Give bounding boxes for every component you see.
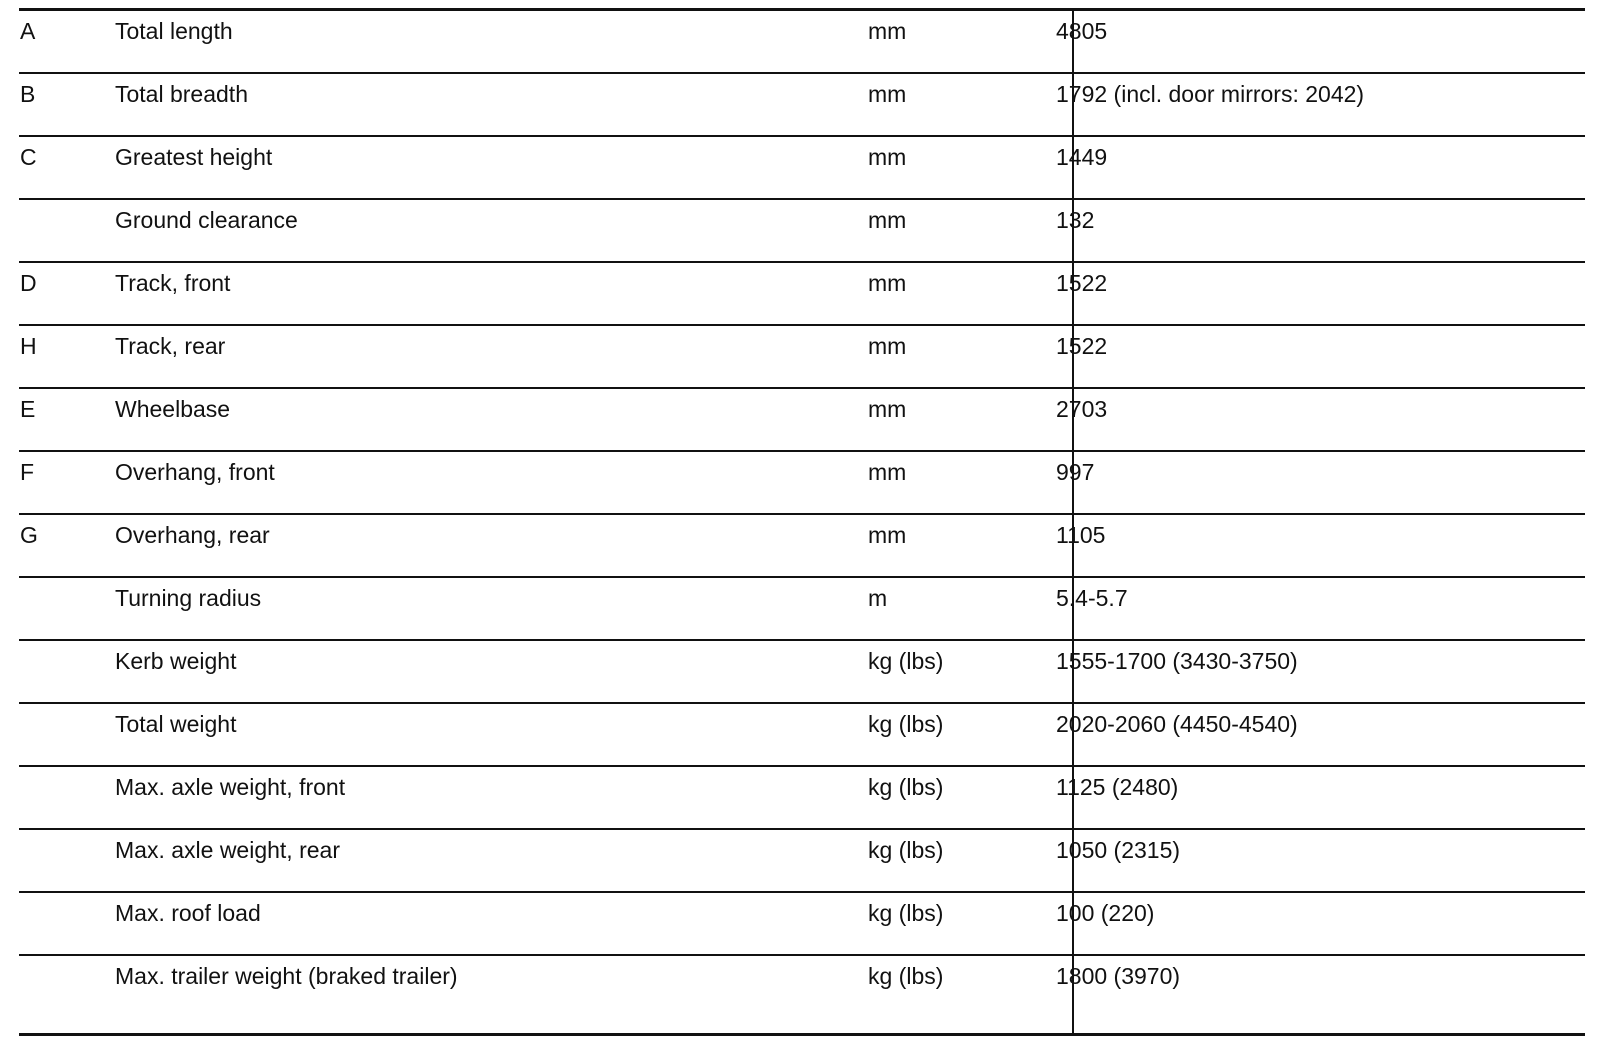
table-row xyxy=(19,452,1585,515)
dimension-value: 1105 xyxy=(1056,522,1106,548)
dimension-unit: kg (lbs) xyxy=(868,774,944,800)
dimension-name: Max. axle weight, rear xyxy=(115,837,340,863)
table-row xyxy=(19,200,1585,263)
dimension-name: Wheelbase xyxy=(115,396,231,422)
dimension-unit: mm xyxy=(868,270,907,296)
dimension-code: F xyxy=(20,459,35,485)
dimension-unit: mm xyxy=(868,396,907,422)
table-row xyxy=(19,326,1585,389)
dimension-name: Turning radius xyxy=(115,585,262,611)
dimension-name: Max. axle weight, front xyxy=(115,774,346,800)
dimension-code: E xyxy=(20,396,36,422)
dimension-name: Ground clearance xyxy=(115,207,298,233)
dimension-name: Total weight xyxy=(115,711,237,737)
dimension-code: B xyxy=(20,81,36,107)
dimension-name: Total breadth xyxy=(115,81,248,107)
table-row xyxy=(19,11,1585,74)
dimension-value: 2020-2060 (4450-4540) xyxy=(1056,711,1298,737)
table-row xyxy=(19,515,1585,578)
dimension-value: 1125 (2480) xyxy=(1056,774,1179,800)
table-row xyxy=(19,956,1585,1019)
dimension-name: Greatest height xyxy=(115,144,273,170)
table-row xyxy=(19,578,1585,641)
dimension-unit: mm xyxy=(868,144,907,170)
specifications-table xyxy=(19,8,1585,1036)
dimension-code: A xyxy=(20,18,36,44)
dimension-unit: mm xyxy=(868,207,907,233)
dimension-value: 4805 xyxy=(1056,18,1108,44)
table-row xyxy=(19,74,1585,137)
dimension-unit: mm xyxy=(868,18,907,44)
dimension-value: 1522 xyxy=(1056,333,1108,359)
table-row xyxy=(19,767,1585,830)
dimension-name: Track, rear xyxy=(115,333,226,359)
dimension-value: 1522 xyxy=(1056,270,1108,296)
dimension-value: 5.4-5.7 xyxy=(1056,585,1128,611)
dimension-unit: mm xyxy=(868,333,907,359)
dimension-unit: mm xyxy=(868,459,907,485)
dimension-unit: kg (lbs) xyxy=(868,837,944,863)
dimension-name: Max. roof load xyxy=(115,900,261,926)
table-row xyxy=(19,263,1585,326)
dimension-value: 1050 (2315) xyxy=(1056,837,1181,863)
dimension-value: 1800 (3970) xyxy=(1056,963,1181,989)
table-row xyxy=(19,641,1585,704)
dimension-unit: kg (lbs) xyxy=(868,963,944,989)
dimension-value: 132 xyxy=(1056,207,1095,233)
dimension-name: Overhang, front xyxy=(115,459,275,485)
dimension-unit: kg (lbs) xyxy=(868,648,944,674)
dimension-unit: mm xyxy=(868,81,907,107)
dimension-value: 997 xyxy=(1056,459,1095,485)
dimension-name: Overhang, rear xyxy=(115,522,270,548)
dimension-code: D xyxy=(20,270,37,296)
dimension-value: 2703 xyxy=(1056,396,1108,422)
dimension-name: Max. trailer weight (braked trailer) xyxy=(115,963,458,989)
dimension-code: H xyxy=(20,333,37,359)
dimension-unit: m xyxy=(868,585,888,611)
dimension-value: 100 (220) xyxy=(1056,900,1155,926)
dimension-name: Kerb weight xyxy=(115,648,237,674)
table-row xyxy=(19,893,1585,956)
dimension-unit: mm xyxy=(868,522,907,548)
dimension-name: Track, front xyxy=(115,270,231,296)
dimension-code: G xyxy=(20,522,38,548)
dimension-name: Total length xyxy=(115,18,233,44)
dimension-value: 1792 (incl. door mirrors: 2042) xyxy=(1056,81,1365,107)
dimension-code: C xyxy=(20,144,37,170)
table-row xyxy=(19,704,1585,767)
table-row xyxy=(19,137,1585,200)
dimension-value: 1449 xyxy=(1056,144,1108,170)
dimension-value: 1555-1700 (3430-3750) xyxy=(1056,648,1298,674)
dimension-unit: kg (lbs) xyxy=(868,900,944,926)
table-row xyxy=(19,830,1585,893)
table-row xyxy=(19,389,1585,452)
dimension-unit: kg (lbs) xyxy=(868,711,944,737)
